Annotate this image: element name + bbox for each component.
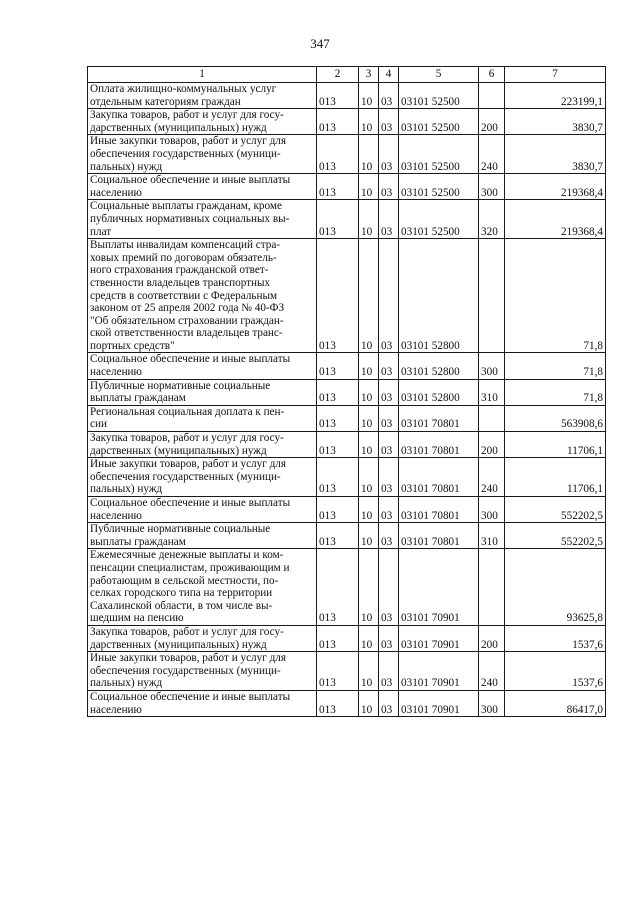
row-name-cell: Закупка товаров, работ и услуг для госу- дарственных (муниципальных) нужд — [88, 109, 317, 135]
expense-type-cell: 300 — [479, 174, 505, 200]
subsection-code-cell: 03 — [379, 497, 399, 523]
expense-type-cell: 300 — [479, 690, 505, 716]
ministry-code-cell: 013 — [317, 405, 359, 431]
target-article-cell: 03101 52500 — [399, 83, 479, 109]
column-header: 2 — [317, 67, 359, 83]
amount-cell: 71,8 — [505, 353, 606, 379]
row-name-cell: Социальные выплаты гражданам, кроме публичных нормативных социальных вы- плат — [88, 200, 317, 239]
target-article-cell: 03101 52800 — [399, 379, 479, 405]
ministry-code-cell: 013 — [317, 549, 359, 626]
row-name-cell: Ежемесячные денежные выплаты и ком- пенсации специалистам, проживающим и работающим в сельской местности, по- селках городского типа на территории Сахалинской области, в том числе вы- шедшим на пенсию — [88, 549, 317, 626]
section-code-cell: 10 — [359, 239, 379, 353]
subsection-code-cell: 03 — [379, 523, 399, 549]
amount-cell: 219368,4 — [505, 174, 606, 200]
amount-cell: 86417,0 — [505, 690, 606, 716]
amount-cell: 552202,5 — [505, 497, 606, 523]
ministry-code-cell: 013 — [317, 497, 359, 523]
table-row — [88, 405, 606, 431]
section-code-cell: 10 — [359, 405, 379, 431]
table-body — [88, 83, 606, 717]
ministry-code-cell: 013 — [317, 353, 359, 379]
ministry-code-cell: 013 — [317, 174, 359, 200]
expense-type-cell — [479, 549, 505, 626]
amount-cell: 3830,7 — [505, 109, 606, 135]
target-article-cell: 03101 52500 — [399, 200, 479, 239]
ministry-code-cell: 013 — [317, 379, 359, 405]
subsection-code-cell: 03 — [379, 174, 399, 200]
ministry-code-cell: 013 — [317, 652, 359, 691]
amount-cell: 1537,6 — [505, 652, 606, 691]
column-header: 3 — [359, 67, 379, 83]
table-header-row — [88, 67, 606, 83]
table-row — [88, 458, 606, 497]
section-code-cell: 10 — [359, 497, 379, 523]
table-row — [88, 625, 606, 651]
amount-cell: 11706,1 — [505, 458, 606, 497]
row-name-cell: Закупка товаров, работ и услуг для госу- дарственных (муниципальных) нужд — [88, 625, 317, 651]
row-name-cell: Региональная социальная доплата к пен- сии — [88, 405, 317, 431]
subsection-code-cell: 03 — [379, 353, 399, 379]
target-article-cell: 03101 70901 — [399, 549, 479, 626]
table-row — [88, 200, 606, 239]
subsection-code-cell: 03 — [379, 405, 399, 431]
row-name-cell: Социальное обеспечение и иные выплаты населению — [88, 690, 317, 716]
subsection-code-cell: 03 — [379, 109, 399, 135]
subsection-code-cell: 03 — [379, 239, 399, 353]
row-name-cell: Выплаты инвалидам компенсаций стра- ховых премий по договорам обязатель- ного страхования гражданской ответ- ственности владельцев транспортных средств в соответствии с Федеральным законом от 25 апреля 2002 года № 40-ФЗ "Об обязательном страховании граждан- ской ответственности владельцев транс- портных средств" — [88, 239, 317, 353]
target-article-cell: 03101 70901 — [399, 690, 479, 716]
table-row — [88, 353, 606, 379]
section-code-cell: 10 — [359, 353, 379, 379]
amount-cell: 552202,5 — [505, 523, 606, 549]
section-code-cell: 10 — [359, 379, 379, 405]
section-code-cell: 10 — [359, 432, 379, 458]
ministry-code-cell: 013 — [317, 135, 359, 174]
target-article-cell: 03101 70801 — [399, 405, 479, 431]
row-name-cell: Публичные нормативные социальные выплаты гражданам — [88, 523, 317, 549]
table-row — [88, 135, 606, 174]
target-article-cell: 03101 52500 — [399, 135, 479, 174]
column-header: 6 — [479, 67, 505, 83]
amount-cell: 11706,1 — [505, 432, 606, 458]
target-article-cell: 03101 70801 — [399, 523, 479, 549]
expense-type-cell: 310 — [479, 379, 505, 405]
amount-cell: 3830,7 — [505, 135, 606, 174]
subsection-code-cell: 03 — [379, 690, 399, 716]
amount-cell: 71,8 — [505, 379, 606, 405]
row-name-cell: Оплата жилищно-коммунальных услуг отдельным категориям граждан — [88, 83, 317, 109]
table-row — [88, 497, 606, 523]
section-code-cell: 10 — [359, 625, 379, 651]
section-code-cell: 10 — [359, 174, 379, 200]
target-article-cell: 03101 70801 — [399, 458, 479, 497]
column-header: 4 — [379, 67, 399, 83]
amount-cell: 563908,6 — [505, 405, 606, 431]
subsection-code-cell: 03 — [379, 549, 399, 626]
column-header: 7 — [505, 67, 606, 83]
expense-type-cell — [479, 83, 505, 109]
expense-type-cell: 200 — [479, 432, 505, 458]
subsection-code-cell: 03 — [379, 625, 399, 651]
expense-type-cell: 200 — [479, 109, 505, 135]
ministry-code-cell: 013 — [317, 83, 359, 109]
section-code-cell: 10 — [359, 458, 379, 497]
target-article-cell: 03101 70901 — [399, 625, 479, 651]
subsection-code-cell: 03 — [379, 379, 399, 405]
table-row — [88, 174, 606, 200]
table-row — [88, 690, 606, 716]
amount-cell: 93625,8 — [505, 549, 606, 626]
expense-type-cell: 240 — [479, 458, 505, 497]
table-row — [88, 523, 606, 549]
subsection-code-cell: 03 — [379, 135, 399, 174]
section-code-cell: 10 — [359, 109, 379, 135]
target-article-cell: 03101 70801 — [399, 497, 479, 523]
ministry-code-cell: 013 — [317, 432, 359, 458]
expense-type-cell — [479, 239, 505, 353]
amount-cell: 1537,6 — [505, 625, 606, 651]
expense-type-cell — [479, 405, 505, 431]
column-header: 5 — [399, 67, 479, 83]
table-row — [88, 83, 606, 109]
expense-type-cell: 200 — [479, 625, 505, 651]
ministry-code-cell: 013 — [317, 625, 359, 651]
ministry-code-cell: 013 — [317, 109, 359, 135]
row-name-cell: Социальное обеспечение и иные выплаты населению — [88, 174, 317, 200]
target-article-cell: 03101 70901 — [399, 652, 479, 691]
section-code-cell: 10 — [359, 200, 379, 239]
table-row — [88, 432, 606, 458]
column-header: 1 — [88, 67, 317, 83]
target-article-cell: 03101 52800 — [399, 353, 479, 379]
target-article-cell: 03101 52500 — [399, 174, 479, 200]
subsection-code-cell: 03 — [379, 652, 399, 691]
row-name-cell: Публичные нормативные социальные выплаты гражданам — [88, 379, 317, 405]
ministry-code-cell: 013 — [317, 458, 359, 497]
expense-type-cell: 240 — [479, 135, 505, 174]
subsection-code-cell: 03 — [379, 432, 399, 458]
subsection-code-cell: 03 — [379, 200, 399, 239]
ministry-code-cell: 013 — [317, 523, 359, 549]
row-name-cell: Иные закупки товаров, работ и услуг для обеспечения государственных (муници- пальных) нужд — [88, 458, 317, 497]
ministry-code-cell: 013 — [317, 200, 359, 239]
section-code-cell: 10 — [359, 652, 379, 691]
section-code-cell: 10 — [359, 549, 379, 626]
table-row — [88, 549, 606, 626]
table-row — [88, 239, 606, 353]
ministry-code-cell: 013 — [317, 690, 359, 716]
target-article-cell: 03101 70801 — [399, 432, 479, 458]
subsection-code-cell: 03 — [379, 458, 399, 497]
section-code-cell: 10 — [359, 135, 379, 174]
expense-type-cell: 300 — [479, 353, 505, 379]
section-code-cell: 10 — [359, 83, 379, 109]
row-name-cell: Иные закупки товаров, работ и услуг для обеспечения государственных (муници- пальных) нужд — [88, 652, 317, 691]
expense-type-cell: 240 — [479, 652, 505, 691]
amount-cell: 223199,1 — [505, 83, 606, 109]
amount-cell: 219368,4 — [505, 200, 606, 239]
target-article-cell: 03101 52500 — [399, 109, 479, 135]
expense-type-cell: 310 — [479, 523, 505, 549]
expense-type-cell: 320 — [479, 200, 505, 239]
table-row — [88, 109, 606, 135]
target-article-cell: 03101 52800 — [399, 239, 479, 353]
row-name-cell: Социальное обеспечение и иные выплаты населению — [88, 353, 317, 379]
row-name-cell: Иные закупки товаров, работ и услуг для обеспечения государственных (муници- пальных) нужд — [88, 135, 317, 174]
row-name-cell: Закупка товаров, работ и услуг для госу- дарственных (муниципальных) нужд — [88, 432, 317, 458]
section-code-cell: 10 — [359, 690, 379, 716]
section-code-cell: 10 — [359, 523, 379, 549]
table-row — [88, 652, 606, 691]
table-row — [88, 379, 606, 405]
expense-type-cell: 300 — [479, 497, 505, 523]
page-number: 347 — [310, 36, 330, 51]
amount-cell: 71,8 — [505, 239, 606, 353]
ministry-code-cell: 013 — [317, 239, 359, 353]
row-name-cell: Социальное обеспечение и иные выплаты населению — [88, 497, 317, 523]
subsection-code-cell: 03 — [379, 83, 399, 109]
budget-table — [87, 66, 606, 717]
